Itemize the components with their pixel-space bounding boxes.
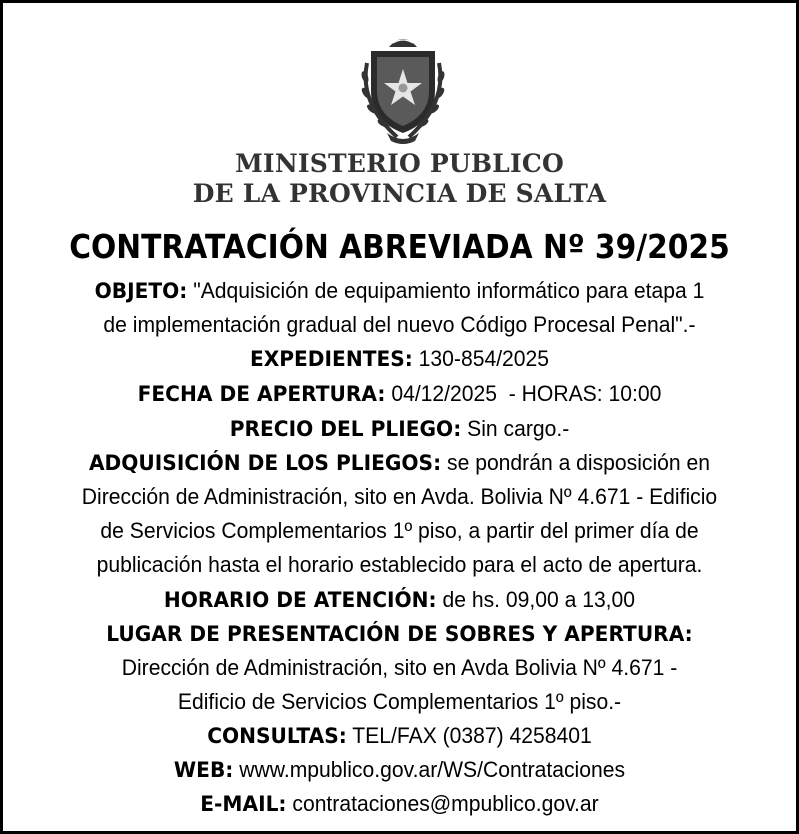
- fecha-line: [19, 381, 780, 407]
- adquisicion-line3: [19, 518, 780, 544]
- horario-line: [19, 587, 780, 613]
- fecha-label: FECHA DE APERTURA:: [137, 382, 386, 406]
- horario-value: de hs. 09,00 a 13,00: [442, 587, 636, 612]
- fecha-value: 04/12/2025 - HORAS: 10:00: [391, 381, 662, 406]
- horario-label: HORARIO DE ATENCIÓN:: [163, 588, 437, 612]
- objeto-line2: [19, 312, 780, 338]
- adquisicion-label: ADQUISICIÓN DE LOS PLIEGOS:: [88, 451, 442, 475]
- expedientes-value: 130-854/2025: [418, 346, 550, 371]
- precio-line: [19, 416, 780, 442]
- org-name-line2: DE LA PROVINCIA DE SALTA: [192, 179, 607, 208]
- web-line: [19, 757, 780, 783]
- adquisicion-text-1: se pondrán a disposición en: [447, 450, 711, 475]
- consultas-label: CONSULTAS:: [207, 724, 347, 748]
- expedientes-line: [19, 346, 780, 372]
- adquisicion-text-3: de Servicios Complementarios 1º piso, a partir del primer día de: [100, 518, 699, 543]
- adquisicion-line2: [19, 484, 780, 510]
- objeto-label: OBJETO:: [94, 279, 188, 303]
- consultas-value: TEL/FAX (0387) 4258401: [352, 723, 592, 748]
- lugar-label: LUGAR DE PRESENTACIÓN DE SOBRES Y APERTURA:: [106, 622, 693, 646]
- notice-title: CONTRATACIÓN ABREVIADA Nº 39/2025: [69, 227, 730, 266]
- email-label: E-MAIL:: [200, 792, 287, 816]
- precio-value: Sin cargo.-: [467, 416, 570, 441]
- web-link[interactable]: www.mpublico.gov.ar/WS/Contrataciones: [239, 757, 626, 782]
- adquisicion-text-2: Dirección de Administración, sito en Avda. Bolivia Nº 4.671 - Edificio: [81, 484, 718, 509]
- lugar-heading-line: [19, 621, 780, 647]
- objeto-text-2: de implementación gradual del nuevo Código Procesal Penal".-: [103, 312, 696, 337]
- email-line: [19, 791, 780, 817]
- lugar-line2: [19, 689, 780, 715]
- salta-coat-of-arms-icon: [357, 33, 449, 145]
- adquisicion-line4: [19, 552, 780, 578]
- adquisicion-text-4: publicación hasta el horario establecido para el acto de apertura.: [96, 552, 703, 577]
- adquisicion-line1: [19, 450, 780, 476]
- lugar-text-1: Dirección de Administración, sito en Avda Bolivia Nº 4.671 -: [121, 655, 678, 680]
- expedientes-label: EXPEDIENTES:: [249, 347, 413, 371]
- lugar-line1: [19, 655, 780, 681]
- org-name-line1: MINISTERIO PUBLICO: [235, 149, 564, 178]
- objeto-text-1: "Adquisición de equipamiento informático para etapa 1: [193, 278, 705, 303]
- precio-label: PRECIO DEL PLIEGO:: [229, 417, 462, 441]
- consultas-line: [19, 723, 780, 749]
- web-label: WEB:: [173, 758, 234, 782]
- email-link[interactable]: contrataciones@mpublico.gov.ar: [292, 791, 599, 816]
- lugar-text-2: Edificio de Servicios Complementarios 1º piso.-: [177, 689, 622, 714]
- objeto-line1: [19, 278, 780, 304]
